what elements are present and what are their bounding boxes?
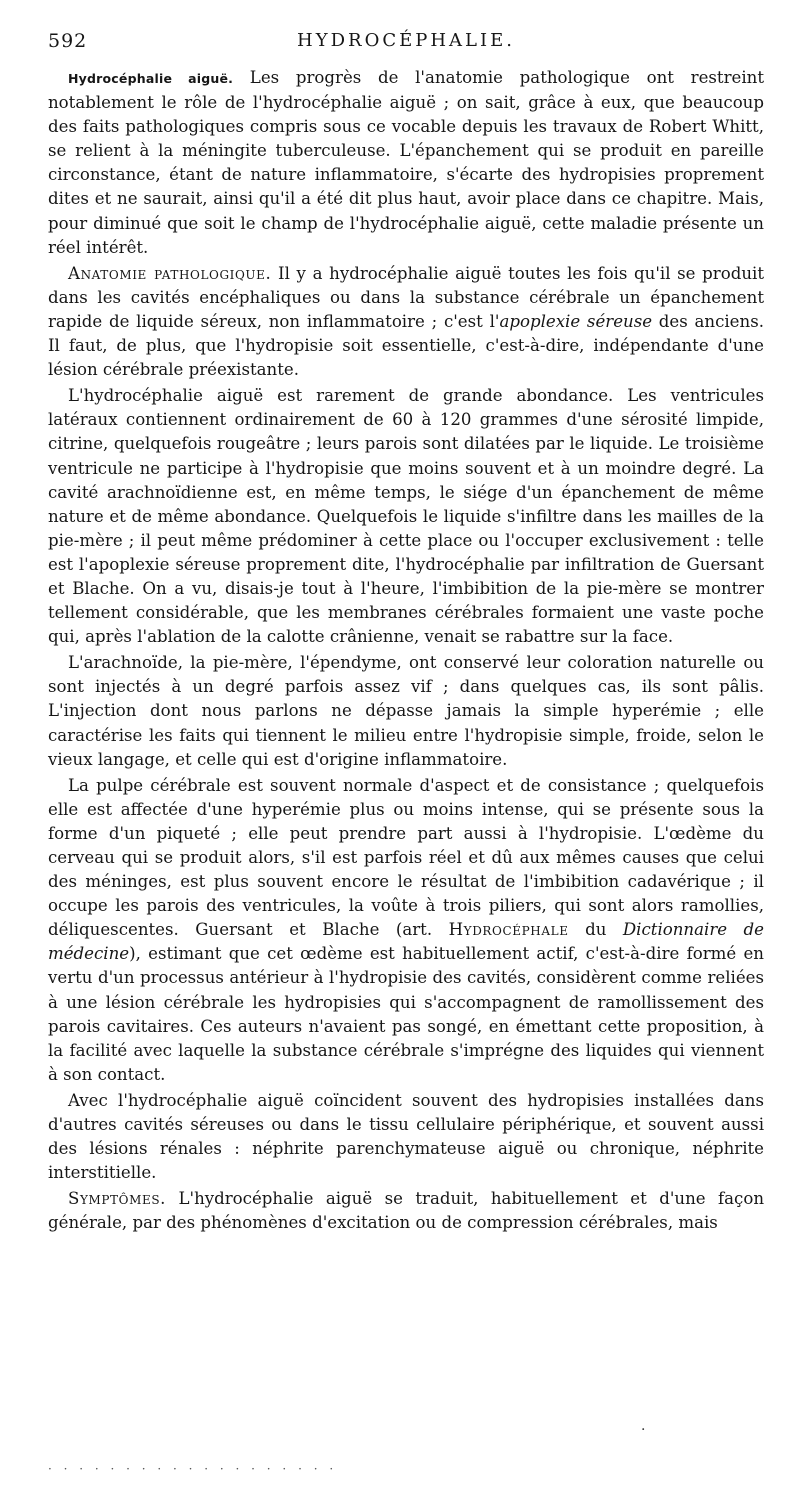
section-heading-symptomes: Symptômes. xyxy=(68,1189,167,1209)
page-header xyxy=(48,30,764,60)
paragraph-symptomes xyxy=(48,1187,764,1235)
small-caps-term: Hydrocéphale xyxy=(448,920,569,940)
italic-title: Dictionnaire de médecine xyxy=(48,920,765,964)
bleed-through-marks: · · · · · · · · · · · · · · · · · · · xyxy=(48,1462,338,1476)
paragraph-pulpe xyxy=(48,774,764,1087)
paragraph-hydropisies xyxy=(48,1089,764,1185)
paragraph-text: L'hydrocéphalie aiguë est rarement de grande abondance. Les ventricules latéraux contiennent ordinairement de 60 à 120 grammes d'une sérosité limpide, citrine, quelquefois rougeâtre ; leurs parois sont dilatées par le liquide. Le troisième ventricule ne participe à l'hydropisie que moins souvent et à un moindre degré. La cavité arachnoïdienne est, en même temps, le siége d'un épanchement de même nature et de même abondance. Quelquefois le liquide s'infiltre dans les mailles de la pie-mère ; il peut même prédominer à cette place ou l'occuper exclusivement : telle est l'apoplexie séreuse proprement dite, l'hydrocéphalie par infiltration de Guersant et Blache. On a vu, disais-je tout à l'heure, l'imbibition de la pie-mère se montrer tellement considérable, que les membranes cérébrales formaient une vaste poche qui, après l'ablation de la calotte crânienne, venait se rabattre sur la face. xyxy=(48,386,764,647)
scan-speck: · xyxy=(641,1422,646,1438)
paragraph-anatomie xyxy=(48,262,764,382)
italic-term: apoplexie séreuse xyxy=(499,311,653,331)
running-title: HYDROCÉPHALIE. xyxy=(297,30,515,51)
paragraph-text: ), estimant que cet œdème est habituellement actif, c'est-à-dire formé en vertu d'un processus antérieur à l'hydropisie des cavités, considèrent comme reliées à une lésion cérébrale les hydropisies qui s'accompagnent de ramollissement des parois cavitaires. Ces auteurs n'avaient pas songé, en émettant cette proposition, à la facilité avec laquelle la substance cérébrale s'imprégne des liquides qui viennent à son contact. xyxy=(48,944,764,1084)
paragraph-text: L'arachnoïde, la pie-mère, l'épendyme, ont conservé leur coloration naturelle ou sont injectés à un degré parfois assez vif ; dans quelques cas, ils sont pâlis. L'injection dont nous parlons ne dépasse jamais la simple hyperémie ; elle caractérise les faits qui tiennent le milieu entre l'hydropisie simple, froide, selon le vieux langage, et celle qui est d'origine inflammatoire. xyxy=(48,653,764,769)
section-heading-anatomie: Anatomie pathologique. xyxy=(68,263,272,283)
paragraph-intro xyxy=(48,66,764,260)
paragraph-text: L'hydrocéphalie aiguë se traduit, habituellement et d'une façon générale, par des phénomènes d'excitation ou de compression cérébrales, mais xyxy=(48,1189,765,1233)
paragraph-text: La pulpe cérébrale est souvent normale d'aspect et de consistance ; quelquefois elle est affectée d'une hyperémie plus ou moins intense, qui se présente sous la forme d'un piqueté ; elle peut prendre part aussi à l'hydropisie. L'œdème du cerveau qui se produit alors, s'il est parfois réel et dû aux mêmes causes que celui des méninges, est plus souvent encore le résultat de l'imbibition cadavérique ; il occupe les parois des ventricules, la voûte à trois piliers, qui sont alors ramollies, déliquescentes. Guersant et Blache (art. xyxy=(48,775,764,940)
section-lead-heading: Hydrocéphalie aiguë. xyxy=(68,71,234,86)
paragraph-membranes xyxy=(48,651,764,771)
page-number: 592 xyxy=(48,30,88,52)
paragraph-ventricules xyxy=(48,384,764,649)
paragraph-text: Les progrès de l'anatomie pathologique ont restreint notablement le rôle de l'hydrocéphalie aiguë ; on sait, grâce à eux, que beaucoup des faits pathologiques compris sous ce vocable depuis les travaux de Robert Whitt, se relient à la méningite tuberculeuse. L'épanchement qui se produit en pareille circonstance, étant de nature inflammatoire, s'écarte des hydropisies proprement dites et ne saurait, ainsi qu'il a été dit plus haut, avoir place dans ce chapitre. Mais, pour diminué que soit le champ de l'hydrocéphalie aiguë, cette maladie présente un réel intérêt. xyxy=(48,68,764,257)
paragraph-text: Il y a hydrocéphalie aiguë toutes les fois qu'il se produit dans les cavités encéphaliques ou dans la substance cérébrale un épanchement rapide de liquide séreux, non inflammatoire ; c'est l' xyxy=(48,263,764,331)
paragraph-text: Avec l'hydrocéphalie aiguë coïncident souvent des hydropisies installées dans d'autres cavités séreuses ou dans le tissu cellulaire périphérique, et souvent aussi des lésions rénales : néphrite parenchymateuse aiguë ou chronique, néphrite interstitielle. xyxy=(48,1090,764,1183)
paragraph-text: du xyxy=(568,920,623,940)
paragraph-text: des anciens. Il faut, de plus, que l'hydropisie soit essentielle, c'est-à-dire, indépendante d'une lésion cérébrale préexistante. xyxy=(48,311,764,380)
page-body xyxy=(48,66,764,1236)
